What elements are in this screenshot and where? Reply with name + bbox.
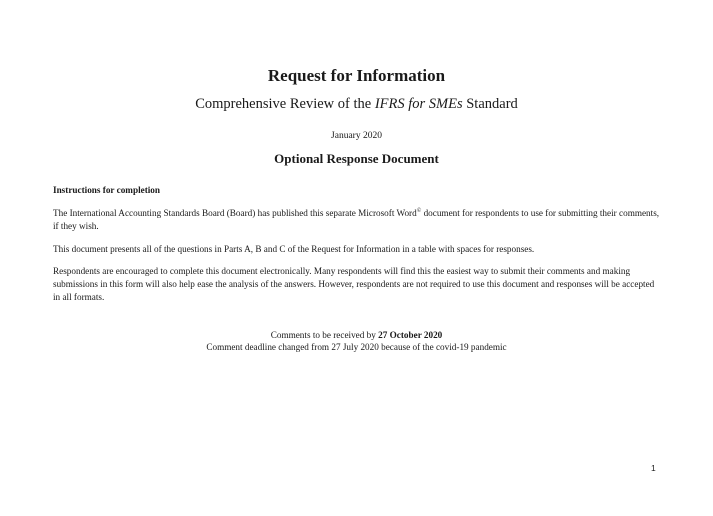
deadline-prefix: Comments to be received by: [270, 330, 379, 340]
instructions-paragraph-3: Respondents are encouraged to complete this document electronically. Many respondents will find this the easiest way to submit their comments and making submissions in this form will also help ease the analysis of the answers. However, respondents are not required to use this document and responses will be accepted in all formats.: [53, 266, 655, 302]
instructions-paragraph-1: [53, 207, 663, 233]
subtitle-prefix: Comprehensive Review of the: [195, 96, 375, 112]
comment-deadline: [0, 329, 713, 341]
deadline-change-note: Comment deadline changed from 27 July 2020 because of the covid-19 pandemic: [206, 342, 507, 352]
page-number: 1: [651, 463, 656, 473]
subtitle-standard-name: IFRS for SMEs: [374, 96, 463, 112]
document-title: Request for Information: [267, 66, 446, 85]
instructions-heading: Instructions for completion: [53, 185, 161, 195]
copyright-mark: ©: [416, 207, 422, 214]
instructions-paragraph-2: This document presents all of the questions in Parts A, B and C of the Request for Information in a table with spaces for responses.: [53, 244, 535, 254]
document-date: January 2020: [331, 131, 382, 141]
document-type-heading: Optional Response Document: [274, 151, 439, 166]
paragraph-1-text-b: document for respondents to use for submitting their comments, if they wish.: [53, 208, 660, 231]
deadline-date: 27 October 2020: [378, 330, 443, 340]
paragraph-1-text-a: The International Accounting Standards Board (Board) has published this separate Microsoft Word: [53, 208, 417, 218]
document-subtitle: [0, 96, 713, 113]
subtitle-suffix: Standard: [462, 96, 518, 112]
